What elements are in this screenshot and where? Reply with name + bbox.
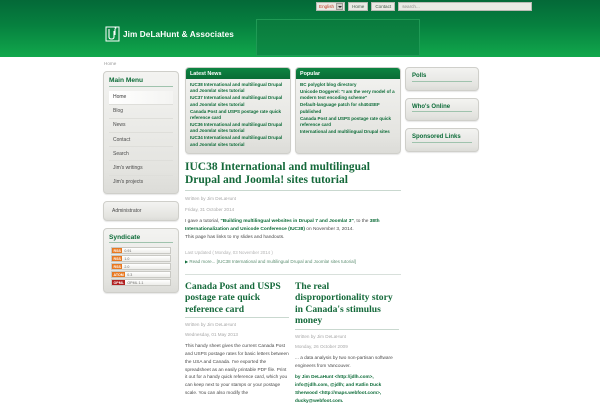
search-input[interactable]: search... [398, 2, 532, 11]
feed-label: OPML 1.1 [127, 280, 144, 285]
article-columns [185, 274, 401, 405]
list-item[interactable]: Canada Post and USPS postage rate quick reference card [190, 108, 282, 121]
sidebar-item-news[interactable]: News [109, 119, 173, 133]
site-logo[interactable] [105, 26, 234, 42]
sponsored-links-title: Sponsored Links [412, 134, 472, 143]
popular-title: Popular [296, 68, 400, 79]
caret-right-icon: ▶ [185, 259, 189, 265]
article-body-lead: I gave a tutorial, [185, 218, 221, 224]
article-title[interactable]: Canada Post and USPS postage rate quick reference card [185, 281, 289, 319]
list-item[interactable]: IUC37 International and multilingual Drupal and Joomla! sites tutorial [190, 95, 283, 107]
sidebar-item-jims-writings[interactable]: Jim's writings [109, 161, 173, 175]
polls-title: Polls [412, 73, 472, 82]
header-banner-panel [256, 19, 420, 56]
content-wrapper [99, 57, 504, 403]
monogram-icon [105, 26, 120, 42]
main-menu-module [103, 71, 179, 194]
top-utility-bar [316, 1, 600, 12]
article-date: Wednesday, 01 May 2013 [185, 332, 238, 338]
polls-module [405, 67, 479, 91]
rss-icon: RSS [113, 248, 121, 253]
article-title[interactable]: IUC38 International and multilingual Drupal and Joomla! sites tutorial [185, 161, 401, 191]
administrator-module[interactable] [103, 201, 179, 221]
list-item[interactable]: IUC36 International and multilingual Drupal and Joomla! sites tutorial [190, 121, 283, 134]
latest-news-title: Latest News [186, 68, 290, 79]
main-content [185, 67, 401, 405]
article-author: Written by Jim DeLaHunt [185, 195, 236, 201]
article-body-contacts: by Jim DeLaHunt <http://jdlh.com>, info@jdlh.com, @jdlh; and Katlin Duck Sherwood <http://maps.webfoot.com>, ducky@webfoot.com. [295, 374, 382, 403]
list-item[interactable]: International and multilingual Drupal sites [300, 128, 390, 134]
administrator-label: Administrator [112, 207, 142, 214]
atom-icon: ATOM [113, 272, 124, 277]
language-select-value: English [319, 4, 335, 9]
popular-list [296, 82, 400, 135]
article-author: Written by Jim DeLaHunt [295, 333, 346, 339]
sponsored-links-module [405, 128, 479, 152]
opml-icon: OPML [113, 280, 124, 285]
left-sidebar [103, 71, 179, 293]
whos-online-title: Who's Online [412, 104, 472, 113]
read-more-label: Read more... [IUC38 International and multilingual Drupal and Joomla! sites tutorial] [189, 259, 356, 265]
feed-item[interactable] [111, 279, 171, 286]
article-last-updated: Last Updated ( Monday, 03 November 2014 ) [185, 250, 273, 256]
syndicate-title: Syndicate [109, 234, 173, 244]
article-title[interactable]: The real disproportionality story in Canada's stimulus money [295, 281, 399, 330]
latest-news-module [185, 67, 291, 154]
sidebar-item-blog[interactable]: Blog [109, 105, 173, 119]
sidebar-item-search[interactable]: Search [109, 147, 173, 161]
feed-item[interactable] [111, 247, 171, 254]
list-item[interactable]: BC polyglot blog directory [300, 82, 357, 87]
site-header [0, 0, 600, 57]
list-item[interactable]: Unicode Doggerel: "I am the very model of a modern text encoding scheme" [300, 88, 395, 101]
breadcrumb[interactable]: Home [104, 61, 117, 66]
article-body-link[interactable]: 38th Internationalization and Unicode Conference (IUC38) [185, 218, 380, 232]
featured-article [185, 161, 401, 266]
page-body [0, 57, 600, 403]
feed-item[interactable] [111, 271, 171, 278]
article-date: Monday, 26 October 2009 [295, 343, 348, 349]
sidebar-item-jims-projects[interactable]: Jim's projects [113, 179, 144, 186]
article-body: This handy sheet gives the current Canada Post and USPS postage rates for basic letters between the USA and Canada. I've exported the spreadsheet as an easily printable PDF file. Print it out for a handy quick reference card, which you can keep next to your stamps or your postage scale. You can also modify the [185, 343, 289, 396]
popular-module [295, 67, 401, 154]
article-body-mid: , to the [353, 218, 370, 224]
list-item[interactable]: Default-language patch for sh404SEF published [300, 102, 380, 114]
article-body-tail: on November 3, 2014. [304, 226, 354, 232]
rss-icon: RSS [113, 264, 121, 269]
whos-online-module [405, 98, 479, 122]
article-date: Friday, 31 October 2014 [185, 206, 235, 212]
sidebar-item-home[interactable]: Home [109, 91, 173, 105]
feed-label: 2.0 [124, 264, 130, 269]
site-title: Jim DeLaHunt & Associates [123, 29, 234, 39]
feed-item[interactable] [111, 263, 171, 270]
article-body [185, 218, 401, 243]
syndicate-module [103, 228, 179, 294]
top-nav-home[interactable]: Home [348, 2, 368, 11]
article-card [185, 281, 289, 405]
list-item[interactable]: IUC34 International and multilingual Drupal and Joomla! sites tutorial [190, 135, 283, 147]
top-nav-contact[interactable]: Contact [371, 2, 395, 11]
sidebar-item-contact[interactable]: Contact [109, 133, 173, 147]
article-card [295, 281, 399, 405]
article-author: Written by Jim DeLaHunt [185, 322, 236, 328]
article-body-lead: ... a data analysis by two non-partisan software engineers from Vancouver. [295, 354, 393, 368]
main-menu-list [109, 91, 173, 189]
feed-item[interactable] [111, 255, 171, 262]
feed-label: 0.3 [127, 272, 133, 277]
main-menu-title: Main Menu [109, 77, 173, 87]
article-body-emphasis: "Building multilingual websites in Drupal 7 and Joomla! 3" [220, 218, 354, 224]
article-body-line2: This page has links to my slides and handouts. [185, 234, 285, 240]
list-item[interactable]: Canada Post and USPS postage rate quick reference card [300, 115, 392, 127]
feed-label: 1.0 [124, 256, 130, 261]
syndicate-feed-list [109, 247, 173, 286]
rss-icon: RSS [113, 256, 121, 261]
right-sidebar [405, 67, 479, 159]
read-more-link[interactable] [185, 259, 401, 266]
top-modules-row [185, 67, 401, 154]
chevron-down-icon [336, 3, 343, 10]
latest-news-list [186, 82, 290, 148]
language-select[interactable] [316, 2, 345, 11]
feed-label: 0.91 [124, 248, 132, 253]
list-item[interactable]: IUC38 International and multilingual Drupal and Joomla! sites tutorial [190, 82, 283, 94]
